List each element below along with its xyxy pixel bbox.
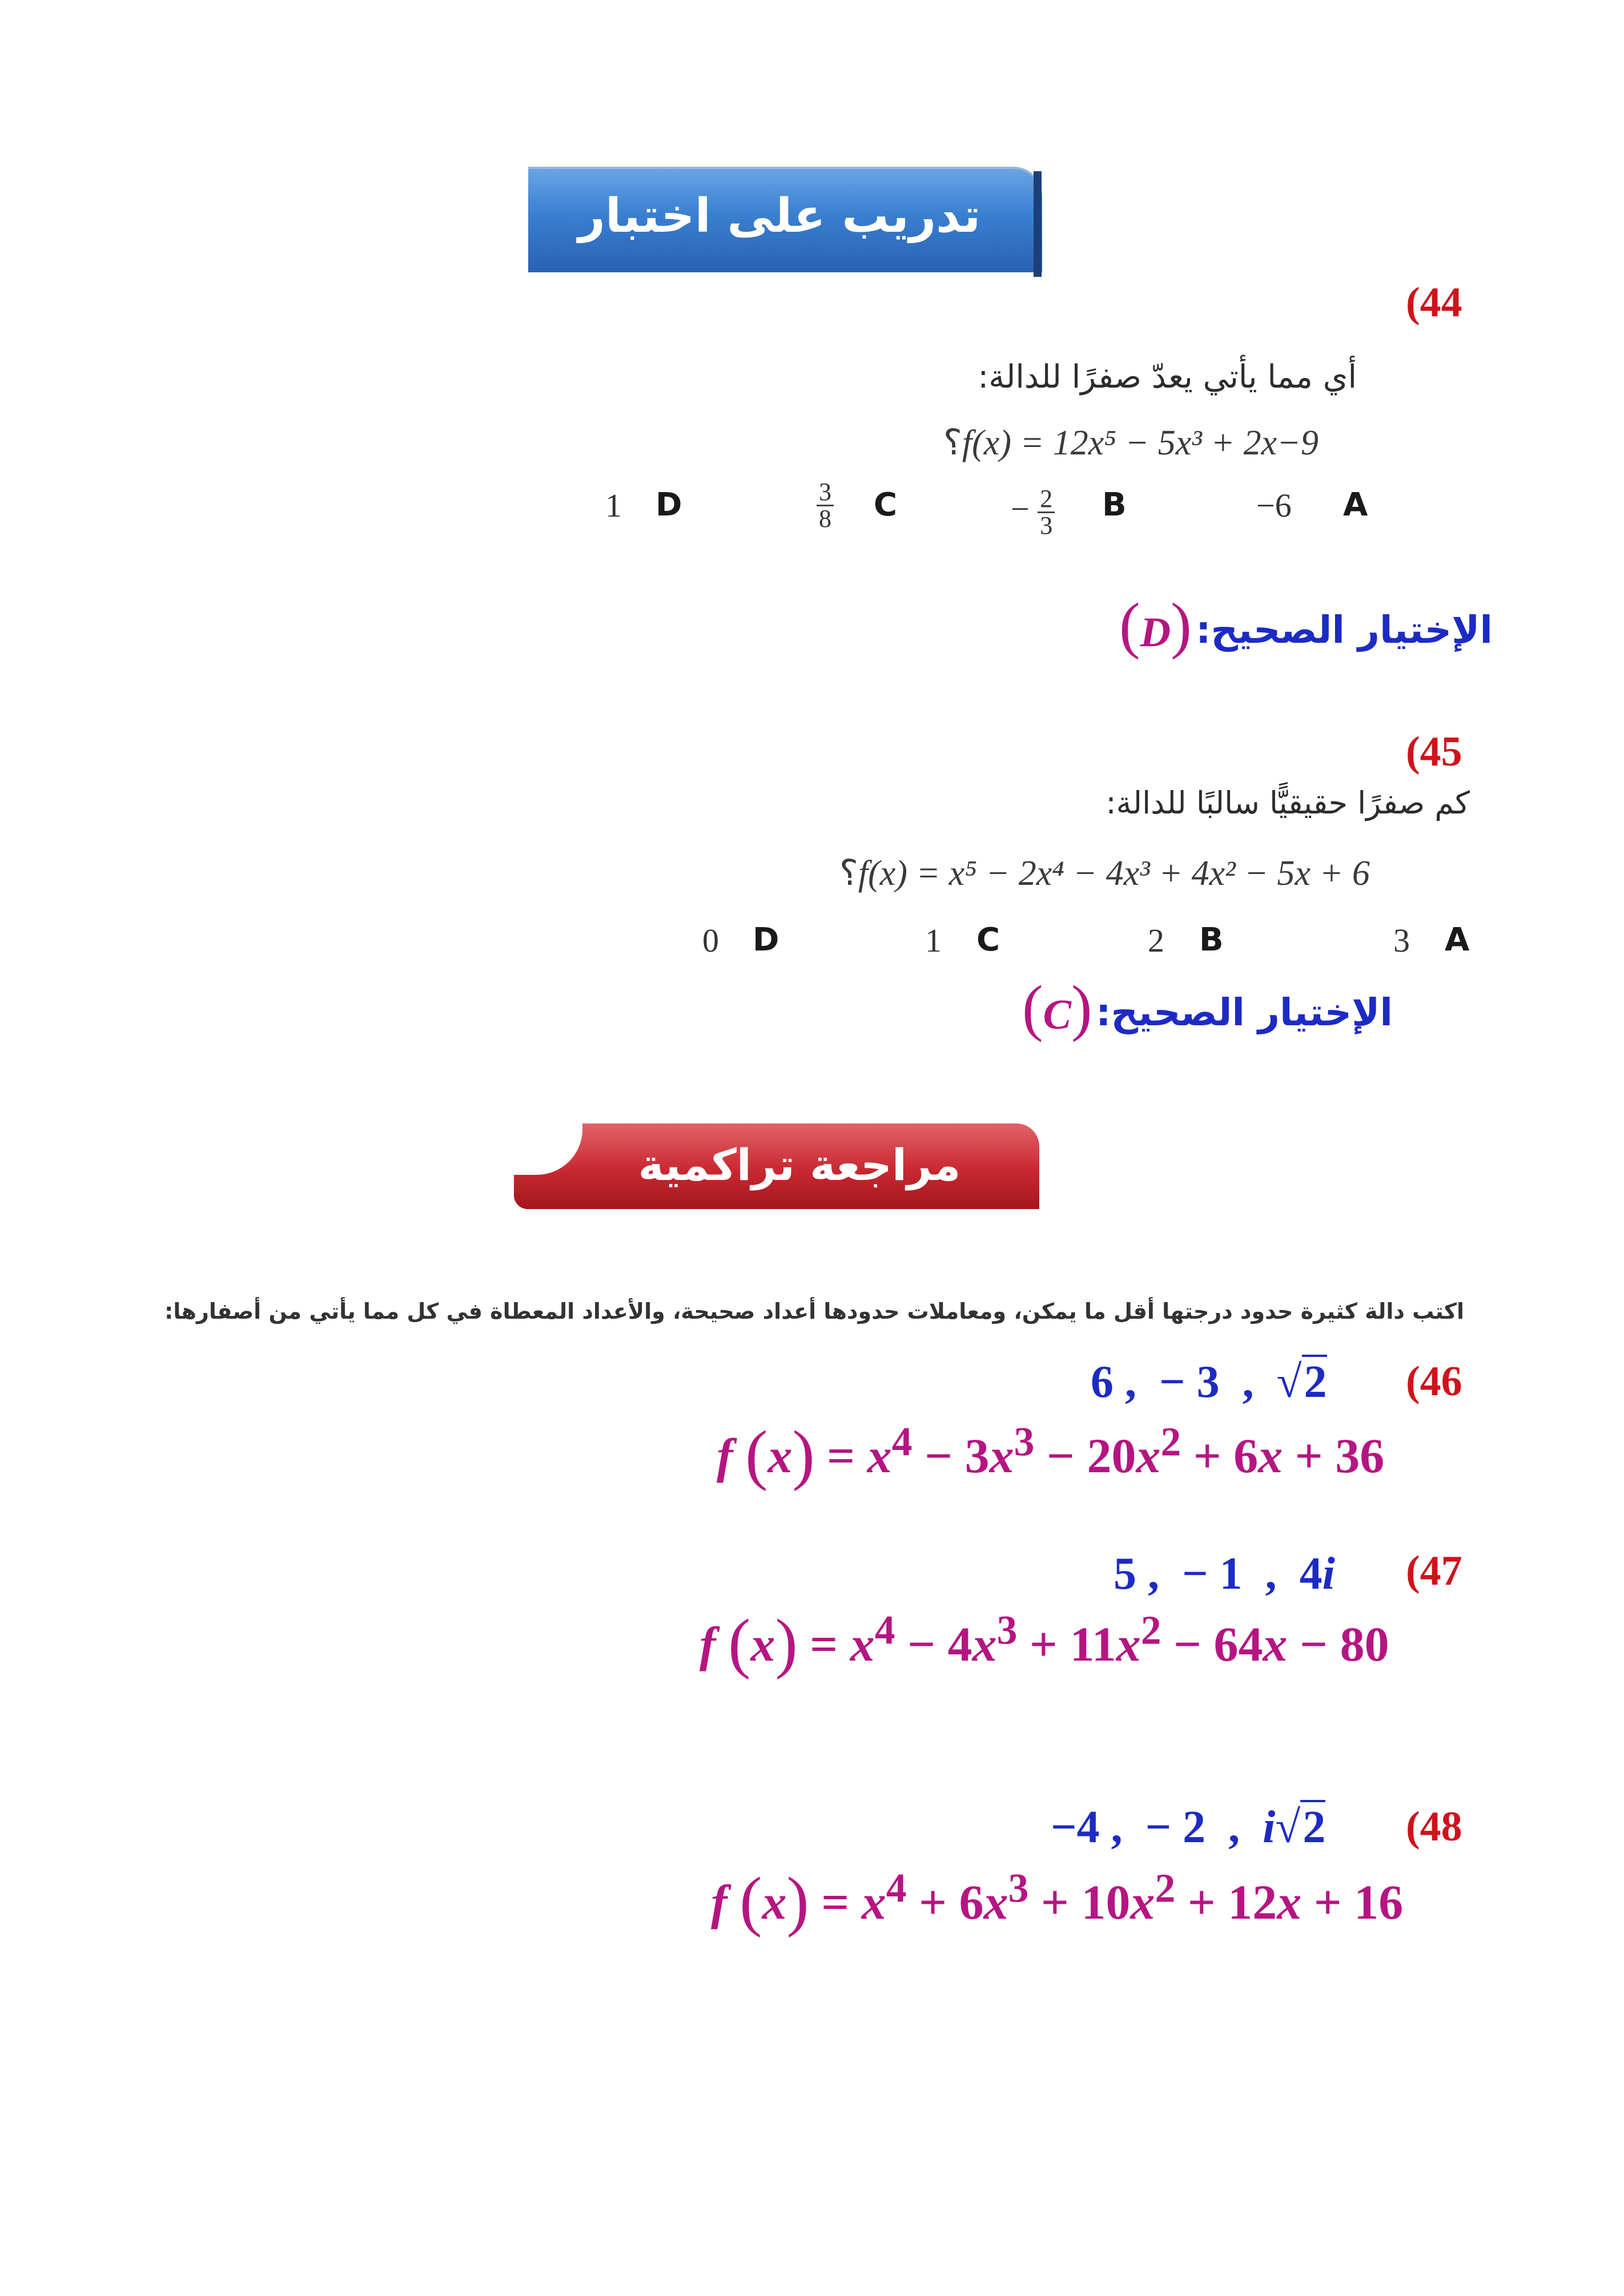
review-instruction: اكتب دالة كثيرة حدود درجتها أقل ما يمكن، ومعاملات حدودها أعداد صحيحة، والأعداد المعطاة في كل مما يأتي من أصفارها:	[164, 1299, 1464, 1324]
q45-option-B-letter[interactable]: B	[1199, 921, 1224, 958]
q47-zeros-text: 5 , − 1 , 4	[1114, 1549, 1322, 1599]
q48-sqrt-arg: 2	[1300, 1800, 1325, 1852]
q45-answer-letter: C	[1043, 992, 1071, 1038]
question-45-answer-label: الإختيار الصحيح:	[1096, 990, 1393, 1034]
question-44-answer: (D)	[1119, 590, 1192, 660]
question-46-answer-function: f $(x) = x^4 - 3x^3 - 20x^2 + 6x + 36$	[717, 1417, 1385, 1492]
review-banner-title: مراجعة تراكمية	[638, 1139, 961, 1190]
q44-option-B-sign: −	[1011, 490, 1030, 527]
q44-option-C-letter[interactable]: C	[874, 486, 898, 523]
q47-coef-3: 4	[947, 1617, 972, 1671]
q46-coef-1: 6	[1233, 1428, 1259, 1483]
question-45-qmark: ؟	[839, 854, 858, 893]
q46-coef-0: 36	[1335, 1428, 1385, 1483]
question-48-zeros: −4 , − 2 , i√2	[1051, 1802, 1325, 1854]
question-44-answer-label: الإختيار الصحيح:	[1196, 608, 1493, 652]
q47-coef-1: 64	[1213, 1617, 1263, 1671]
q44-option-B-denominator: 3	[1040, 511, 1053, 539]
q48-zeros-text: −4 , − 2 ,	[1051, 1802, 1263, 1852]
q44-option-B-numerator: 2	[1038, 486, 1055, 513]
q44-option-C-value	[817, 480, 834, 531]
question-44-qmark: ؟	[943, 424, 962, 462]
q44-option-A-value: −6	[1256, 487, 1292, 524]
q44-option-D-letter[interactable]: D	[656, 486, 682, 523]
question-48-answer-function: f $(x) = x^4 + 6x^3 + 10x^2 + 12x + 16$	[711, 1863, 1404, 1938]
q44-option-A-letter[interactable]: A	[1343, 486, 1368, 523]
q45-option-C-value: 1	[925, 922, 942, 959]
question-44-function: f(x) = 12x⁵ − 5x³ + 2x−9	[962, 424, 1319, 462]
q47-imag-unit: i	[1322, 1549, 1335, 1599]
q46-sqrt-arg: 2	[1302, 1355, 1327, 1407]
q45-option-A-value: 3	[1393, 922, 1410, 959]
q48-coef-2: 10	[1081, 1875, 1131, 1930]
q45-option-D-value: 0	[702, 922, 719, 959]
question-44-prompt: أي مما يأتي يعدّ صفرًا للدالة:	[978, 359, 1357, 396]
q44-option-B-letter[interactable]: B	[1102, 486, 1127, 523]
practice-banner-edge	[1034, 171, 1042, 277]
question-47-answer-function: f $(x) = x^4 - 4x^3 + 11x^2 - 64x - 80$	[700, 1605, 1389, 1680]
q44-option-C-denominator: 8	[819, 505, 831, 533]
question-46-zeros: 6 , − 3 , √2	[1091, 1356, 1327, 1408]
question-47-zeros	[1114, 1548, 1335, 1600]
question-45-number: (45	[1406, 728, 1462, 775]
question-47-number: (47	[1406, 1548, 1462, 1594]
q44-option-C-numerator: 3	[817, 480, 834, 506]
q47-coef-2: 11	[1070, 1617, 1116, 1671]
q44-option-D-value: 1	[605, 487, 622, 524]
q45-option-A-letter[interactable]: A	[1445, 921, 1470, 958]
question-44-options	[600, 474, 1410, 542]
question-45-options	[697, 919, 1496, 965]
q48-coef-3: 6	[959, 1875, 984, 1930]
q46-zeros-text: 6 , − 3 ,	[1091, 1357, 1277, 1407]
q45-option-D-letter[interactable]: D	[753, 921, 779, 958]
question-46-number: (46	[1406, 1358, 1462, 1405]
q48-coef-0: 16	[1354, 1875, 1404, 1930]
question-45-prompt: كم صفرًا حقيقيًّا سالبًا للدالة:	[1106, 785, 1470, 821]
q45-option-C-letter[interactable]: C	[976, 921, 1000, 958]
q48-imag-unit: i	[1263, 1802, 1276, 1852]
q46-coef-3: 3	[964, 1428, 990, 1483]
question-45-answer: (C)	[1022, 973, 1092, 1042]
practice-banner-title: تدريب على اختبار	[578, 189, 981, 243]
q44-option-B-value	[1011, 486, 1055, 538]
question-45-function: f(x) = x⁵ − 2x⁴ − 4x³ + 4x² − 5x + 6	[858, 854, 1370, 893]
question-44-number: (44	[1406, 279, 1462, 326]
q46-coef-2: 20	[1087, 1428, 1136, 1483]
q44-answer-letter: D	[1140, 609, 1171, 656]
q47-coef-0: 80	[1340, 1617, 1389, 1671]
question-48-number: (48	[1406, 1803, 1462, 1850]
question-45-function-line	[839, 852, 1370, 894]
question-44-function-line	[943, 421, 1319, 464]
q45-option-B-value: 2	[1148, 922, 1164, 959]
q48-coef-1: 12	[1228, 1875, 1277, 1930]
